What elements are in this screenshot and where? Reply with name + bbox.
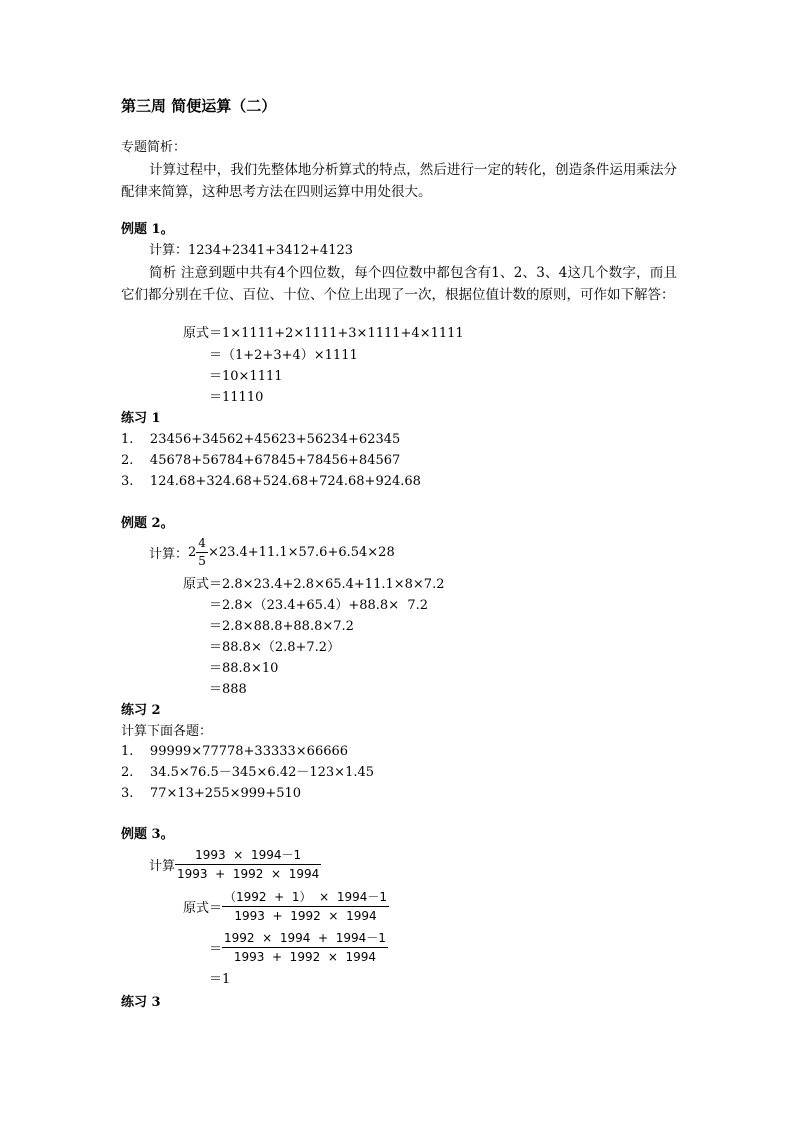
mixed-whole: 2 [188,545,197,560]
example3-problem-prefix: 计算 [149,859,176,874]
example1-problem: 计算：1234+2341+3412+4123 [149,243,354,258]
fraction-numerator: （1992 + 1） × 1994－1 [222,889,389,907]
example1-analysis: 简析 注意到题中共有4个四位数，每个四位数中都包含有1、2、3、4这几个数字，而且它们都分别在千位、百位、十位、个位上出现了一次，根据位值计数的原则，可作如下解答： [121,265,677,303]
practice2-item: 3. 77×13+255×999+510 [121,786,302,801]
intro-body: 计算过程中，我们先整体地分析算式的特点，然后进行一定的转化，创造条件运用乘法分配律来简算，这种思考方法在四则运算中用处很大。 [121,162,677,200]
example2-problem-prefix: 计算： [149,547,189,562]
step1-fraction [222,889,389,924]
fraction-denominator: 1993 + 1992 × 1994 [233,950,377,964]
fraction-numerator: 1992 × 1994 + 1994－1 [222,930,388,948]
problem-fraction [175,847,321,882]
fraction-numerator: 1993 × 1994－1 [175,847,321,865]
practice2-item: 1. 99999×77778+33333×66666 [121,744,349,759]
example3-step2-prefix: ＝ [209,942,223,957]
step2-fraction [222,930,388,965]
example3-step2 [209,930,388,965]
example2-step: 原式＝2.8×23.4+2.8×65.4+11.1×8×7.2 [183,577,445,592]
example1-step: 原式＝1×1111+2×1111+3×1111+4×1111 [183,326,464,341]
mixed-fraction [196,536,208,569]
example1-heading: 例题 1。 [121,222,174,237]
example1-step: ＝（1+2+3+4）×1111 [209,348,358,363]
example2-step: ＝888 [209,682,247,697]
practice1-heading: 练习 1 [121,411,161,426]
fraction-denominator: 1993 + 1992 × 1994 [234,909,377,923]
practice3-heading: 练习 3 [121,995,161,1010]
example1-step: ＝10×1111 [209,369,283,384]
practice2-item: 2. 34.5×76.5－345×6.42－123×1.45 [121,765,375,780]
page-title: 第三周 简便运算（二） [121,97,277,115]
intro-heading: 专题简析： [121,140,187,155]
example2-step: ＝88.8×10 [209,661,279,676]
example3-problem [149,847,321,882]
example3-step1 [183,889,389,924]
practice2-heading: 练习 2 [121,703,161,718]
practice2-intro: 计算下面各题： [121,724,213,739]
practice1-item: 2. 45678+56784+67845+78456+84567 [121,453,401,468]
example3-step1-prefix: 原式＝ [183,901,223,916]
fraction-denominator: 1993 + 1992 × 1994 [177,867,320,881]
example2-problem-rest: ×23.4+11.1×57.6+6.54×28 [207,545,395,560]
example2-step: ＝2.8×（23.4+65.4）+88.8× 7.2 [209,598,429,613]
example1-step: ＝11110 [209,390,264,405]
mixed-number [188,536,208,569]
example2-problem [149,536,395,569]
example2-step: ＝88.8×（2.8+7.2） [209,640,341,655]
example2-heading: 例题 2。 [121,516,174,531]
example3-step3: ＝1 [209,972,231,987]
example2-step: ＝2.8×88.8+88.8×7.2 [209,619,354,634]
example3-heading: 例题 3。 [121,827,174,842]
practice1-item: 1. 23456+34562+45623+56234+62345 [121,432,401,447]
fraction-numerator: 4 [196,536,208,553]
practice1-item: 3. 124.68+324.68+524.68+724.68+924.68 [121,474,421,489]
fraction-denominator: 5 [198,554,206,568]
